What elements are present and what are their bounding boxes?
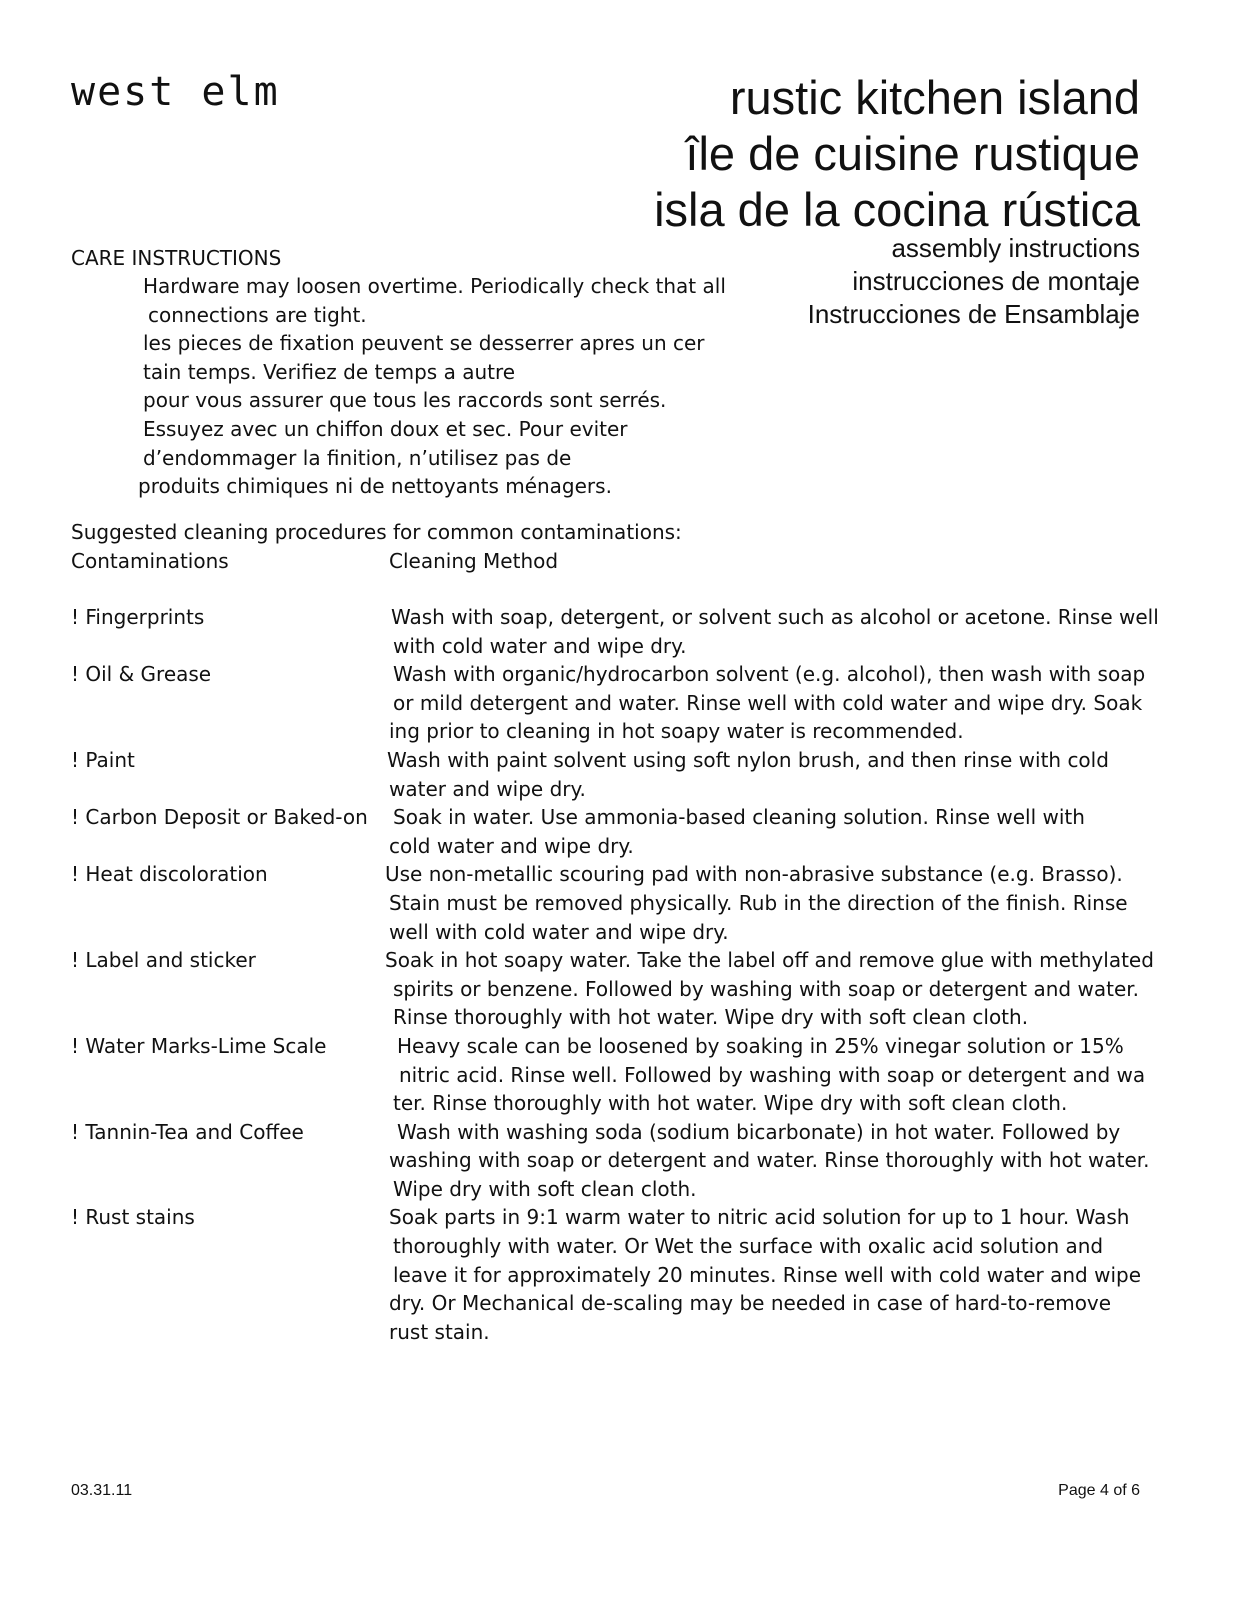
cleaning-method-line: dry. Or Mechanical de-scaling may be needed in case of hard-to-remove: [389, 1291, 1112, 1316]
cleaning-method-line: Soak in hot soapy water. Take the label off and remove glue with methylated: [385, 948, 1154, 973]
cleaning-method-line: well with cold water and wipe dry.: [389, 919, 729, 944]
contamination-type: ! Tannin-Tea and Coffee: [71, 1119, 304, 1144]
cleaning-intro: Suggested cleaning procedures for common contaminations:: [71, 520, 682, 544]
care-instructions: [71, 244, 726, 501]
care-line: d’endommager la finition, n’utilisez pas de: [143, 445, 572, 470]
footer-date: 03.31.11: [71, 1482, 133, 1499]
cleaning-method-line: leave it for approximately 20 minutes. Rinse well with cold water and wipe: [393, 1262, 1141, 1287]
contamination-type: ! Paint: [71, 747, 135, 772]
contamination-type: ! Label and sticker: [71, 948, 256, 973]
cleaning-method-line: spirits or benzene. Followed by washing with soap or detergent and water.: [393, 976, 1139, 1001]
document-subtitles: [808, 232, 1140, 331]
contamination-type: ! Carbon Deposit or Baked-on: [71, 805, 368, 830]
cleaning-method: [389, 1203, 1151, 1346]
cleaning-method-line: nitric acid. Rinse well. Followed by washing with soap or detergent and wa: [399, 1062, 1146, 1087]
brand-logo: west elm: [71, 69, 280, 115]
cleaning-method-line: Wipe dry with soft clean cloth.: [393, 1176, 697, 1201]
cleaning-procedures: [71, 518, 1159, 1346]
care-line: les pieces de fixation peuvent se desserrer apres un cer: [143, 331, 705, 356]
care-line: Essuyez avec un chiffon doux et sec. Pour eviter: [143, 416, 628, 441]
contamination-type: ! Water Marks-Lime Scale: [71, 1033, 327, 1058]
cleaning-method: [389, 660, 1151, 746]
cleaning-method-line: rust stain.: [389, 1319, 490, 1344]
cleaning-row: [71, 603, 1159, 660]
cleaning-row: [71, 1203, 1151, 1346]
care-line: produits chimiques ni de nettoyants ménagers.: [138, 474, 612, 499]
cleaning-method-line: Wash with paint solvent using soft nylon brush, and then rinse with cold: [387, 747, 1109, 772]
cleaning-method-line: Wash with organic/hydrocarbon solvent (e.g. alcohol), then wash with soap: [393, 662, 1146, 687]
cleaning-method-line: Wash with soap, detergent, or solvent such as alcohol or acetone. Rinse well: [391, 605, 1159, 629]
cleaning-row: [71, 746, 1151, 803]
care-body: [71, 272, 726, 501]
title-spanish: isla de la cocina rústica: [654, 183, 1140, 236]
title-french: île de cuisine rustique: [685, 127, 1140, 180]
cleaning-method-line: Heavy scale can be loosened by soaking in 25% vinegar solution or 15%: [397, 1033, 1124, 1058]
cleaning-method-line: cold water and wipe dry.: [389, 833, 634, 858]
subtitle-english: assembly instructions: [891, 233, 1140, 263]
cleaning-method: [385, 860, 1151, 946]
title-english: rustic kitchen island: [729, 71, 1140, 124]
subtitle-french: instrucciones de montaje: [852, 266, 1140, 296]
cleaning-method-line: Use non-metallic scouring pad with non-abrasive substance (e.g. Brasso).: [385, 862, 1123, 887]
page-number: Page 4 of 6: [1058, 1482, 1140, 1499]
subtitle-spanish: Instrucciones de Ensamblaje: [807, 299, 1140, 329]
cleaning-row: [71, 860, 1151, 946]
cleaning-method-line: with cold water and wipe dry.: [393, 633, 687, 658]
cleaning-method-line: ing prior to cleaning in hot soapy water is recommended.: [389, 719, 964, 744]
contamination-type: ! Rust stains: [71, 1205, 195, 1230]
product-titles: [654, 70, 1140, 238]
cleaning-method: [389, 603, 1159, 660]
cleaning-method-line: Soak parts in 9:1 warm water to nitric acid solution for up to 1 hour. Wash: [389, 1205, 1130, 1230]
cleaning-row: [71, 803, 1151, 860]
cleaning-method-line: Rinse thoroughly with hot water. Wipe dry with soft clean cloth.: [393, 1005, 1029, 1030]
cleaning-method-line: Stain must be removed physically. Rub in the direction of the finish. Rinse: [389, 890, 1128, 915]
cleaning-method-line: or mild detergent and water. Rinse well with cold water and wipe dry. Soak: [393, 690, 1143, 715]
contamination-type: ! Oil & Grease: [71, 662, 212, 687]
column-header-contaminations: Contaminations: [71, 548, 229, 573]
cleaning-row: [71, 1118, 1151, 1204]
cleaning-method: [389, 803, 1151, 860]
cleaning-method-line: Soak in water. Use ammonia-based cleaning solution. Rinse well with: [393, 805, 1085, 830]
care-line: connections are tight.: [148, 302, 367, 327]
cleaning-method: [385, 946, 1154, 1032]
care-line: Hardware may loosen overtime. Periodically check that all: [143, 274, 726, 298]
cleaning-table-header: [71, 547, 1151, 576]
care-heading: CARE INSTRUCTIONS: [71, 246, 282, 270]
cleaning-method: [389, 746, 1151, 803]
care-line: pour vous assurer que tous les raccords sont serrés.: [143, 388, 667, 413]
cleaning-method-line: washing with soap or detergent and water. Rinse thoroughly with hot water.: [389, 1148, 1150, 1173]
cleaning-method: [389, 1032, 1151, 1118]
column-header-cleaning-method: Cleaning Method: [389, 548, 559, 573]
contamination-type: ! Fingerprints: [71, 605, 205, 629]
cleaning-method-line: Wash with washing soda (sodium bicarbonate) in hot water. Followed by: [397, 1119, 1121, 1144]
cleaning-row: [71, 946, 1154, 1032]
care-line: tain temps. Verifiez de temps a autre: [143, 359, 516, 384]
cleaning-row: [71, 660, 1151, 746]
cleaning-row: [71, 1032, 1151, 1118]
cleaning-method-line: ter. Rinse thoroughly with hot water. Wipe dry with soft clean cloth.: [393, 1091, 1068, 1116]
cleaning-method-line: water and wipe dry.: [389, 776, 586, 801]
cleaning-method: [389, 1118, 1151, 1204]
cleaning-table-body: [71, 603, 1159, 1346]
cleaning-method-line: thoroughly with water. Or Wet the surface with oxalic acid solution and: [393, 1234, 1104, 1259]
contamination-type: ! Heat discoloration: [71, 862, 268, 887]
